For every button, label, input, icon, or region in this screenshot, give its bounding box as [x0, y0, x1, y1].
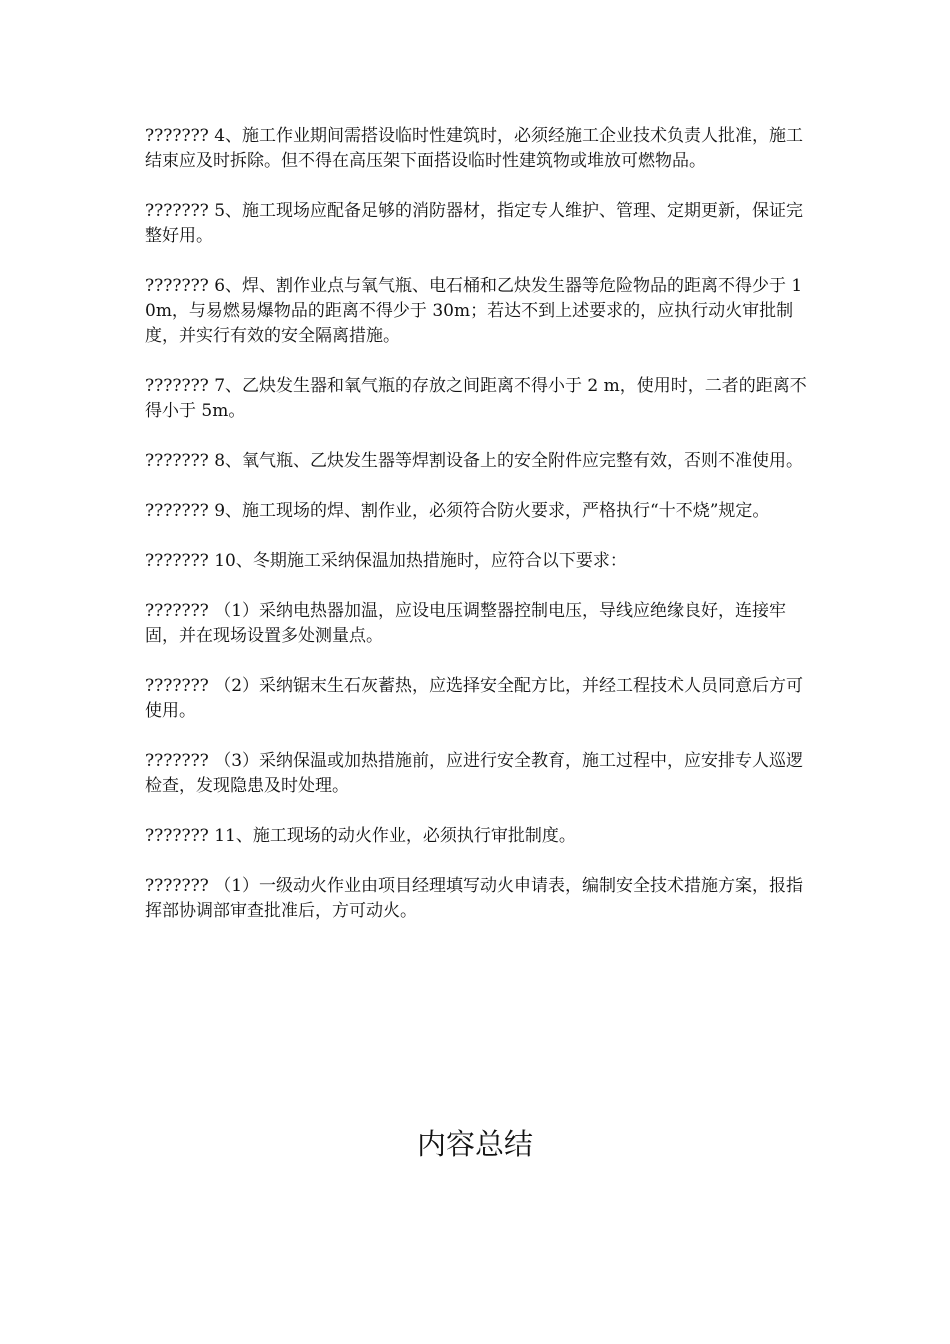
paragraph-subitem-10-1: ??????? （1）采纳电热器加温，应设电压调整器控制电压，导线应绝缘良好，连接牢固，并在现场设置多处测量点。 [145, 601, 787, 646]
summary-title: 内容总结 [416, 1127, 533, 1161]
paragraph-subitem-10-3: ??????? （3）采纳保温或加热措施前，应进行安全教育，施工过程中，应安排专人巡逻检查，发现隐患及时处理。 [145, 751, 804, 796]
paragraph-item-4: ??????? 4、施工作业期间需搭设临时性建筑时，必须经施工企业技术负责人批准，施工结束应及时拆除。但不得在高压架下面搭设临时性建筑物或堆放可燃物品。 [145, 126, 804, 171]
paragraph-item-8: ??????? 8、氧气瓶、乙炔发生器等焊割设备上的安全附件应完整有效，否则不准使用。 [145, 451, 804, 471]
paragraph-item-6: ??????? 6、焊、割作业点与氧气瓶、电石桶和乙炔发生器等危险物品的距离不得少于 10m，与易燃易爆物品的距离不得少于 30m；若达不到上述要求的，应执行动火审批制度，并实行有效的安全隔离措施。 [145, 276, 803, 346]
paragraph-subitem-10-2: ??????? （2）采纳锯末生石灰蓄热，应选择安全配方比，并经工程技术人员同意后方可使用。 [145, 676, 804, 721]
paragraph-item-11: ??????? 11、施工现场的动火作业，必须执行审批制度。 [145, 826, 576, 846]
paragraph-item-5: ??????? 5、施工现场应配备足够的消防器材，指定专人维护、管理、定期更新，保证完整好用。 [145, 201, 804, 246]
paragraph-item-9: ??????? 9、施工现场的焊、割作业，必须符合防火要求，严格执行“十不烧”规定。 [145, 501, 770, 521]
paragraph-item-10: ??????? 10、冬期施工采纳保温加热措施时，应符合以下要求： [145, 551, 627, 571]
paragraph-subitem-11-1: ??????? （1）一级动火作业由项目经理填写动火申请表，编制安全技术措施方案，报指挥部协调部审查批准后，方可动火。 [145, 876, 804, 921]
document-body [145, 124, 810, 949]
paragraph-item-7: ??????? 7、乙炔发生器和氧气瓶的存放之间距离不得小于 2 m，使用时，二者的距离不得小于 5m。 [145, 376, 807, 421]
